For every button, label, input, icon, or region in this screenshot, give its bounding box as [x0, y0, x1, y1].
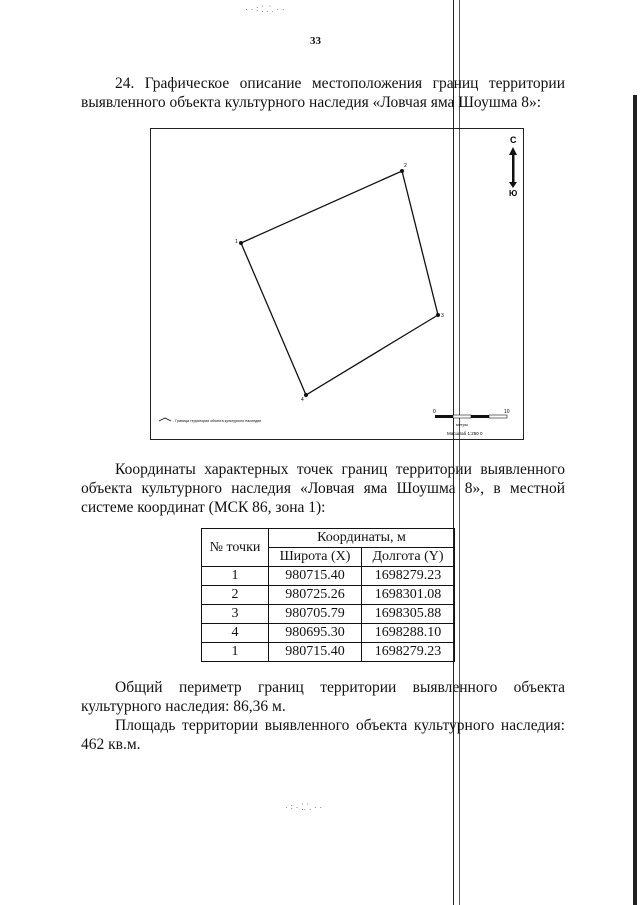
scale-ratio: Масштаб 1:250 0: [447, 431, 483, 436]
scale-ten: 10: [504, 409, 510, 415]
perimeter-text: Общий периметр границ территории выявленного объекта культурного наследия: 86,36 м.: [81, 679, 565, 715]
col-lon-header: Долгота (Y): [362, 548, 455, 567]
table-row: 1 980715.40 1698279.23: [202, 567, 455, 586]
scan-artifact-top: · · ꞉ ⁚ ⸫ · ·: [245, 4, 285, 14]
col-point-header: № точки: [202, 529, 269, 567]
page-number: 33: [310, 35, 321, 47]
scan-artifact-bottom: · ꞉ · ⁚⸫ · ·: [285, 802, 323, 812]
compass-arrow-icon: [509, 147, 517, 155]
area-text: Площадь территории выявленного объекта культурного наследия: 462 кв.м.: [81, 717, 565, 753]
col-coords-header: Координаты, м: [269, 529, 455, 548]
boundary-point-1: [239, 241, 243, 245]
coordinates-intro: Координаты характерных точек границ территории выявленного объекта культурного наследия «Ловчая яма Шоушма 8», в местной системе координат (МСК 86, зона 1):: [81, 461, 565, 516]
legend-boundary-icon: [159, 418, 171, 421]
boundary-polygon: [241, 171, 438, 395]
scan-edge-right: [633, 95, 637, 905]
map-legend-text: - Граница территории объекта культурного наследия: [173, 419, 262, 423]
coordinates-table: [201, 528, 455, 662]
scale-zero: 0: [433, 409, 436, 415]
point-label-4: 4: [301, 397, 304, 403]
boundary-point-3: [436, 313, 440, 317]
table-row: 1 980715.40 1698279.23: [202, 643, 455, 662]
boundary-map-drawing: [151, 129, 523, 439]
table-row: 3 980705.79 1698305.88: [202, 605, 455, 624]
boundary-point-4: [304, 393, 308, 397]
point-label-3: 3: [441, 313, 444, 319]
boundary-point-2: [400, 169, 404, 173]
scale-unit: метры: [456, 422, 468, 427]
section-heading: 24. Графическое описание местоположения границ территории выявленного объекта культурного наследия «Ловчая яма Шоушма 8»:: [81, 75, 565, 111]
table-row: 4 980695.30 1698288.10: [202, 624, 455, 643]
point-label-1: 1: [235, 239, 238, 245]
col-lat-header: Широта (X): [269, 548, 362, 567]
compass-north-label: С: [510, 135, 517, 145]
compass-south-label: Ю: [509, 189, 518, 198]
boundary-map: [150, 128, 524, 440]
table-row: 2 980725.26 1698301.08: [202, 586, 455, 605]
point-label-2: 2: [404, 163, 407, 169]
